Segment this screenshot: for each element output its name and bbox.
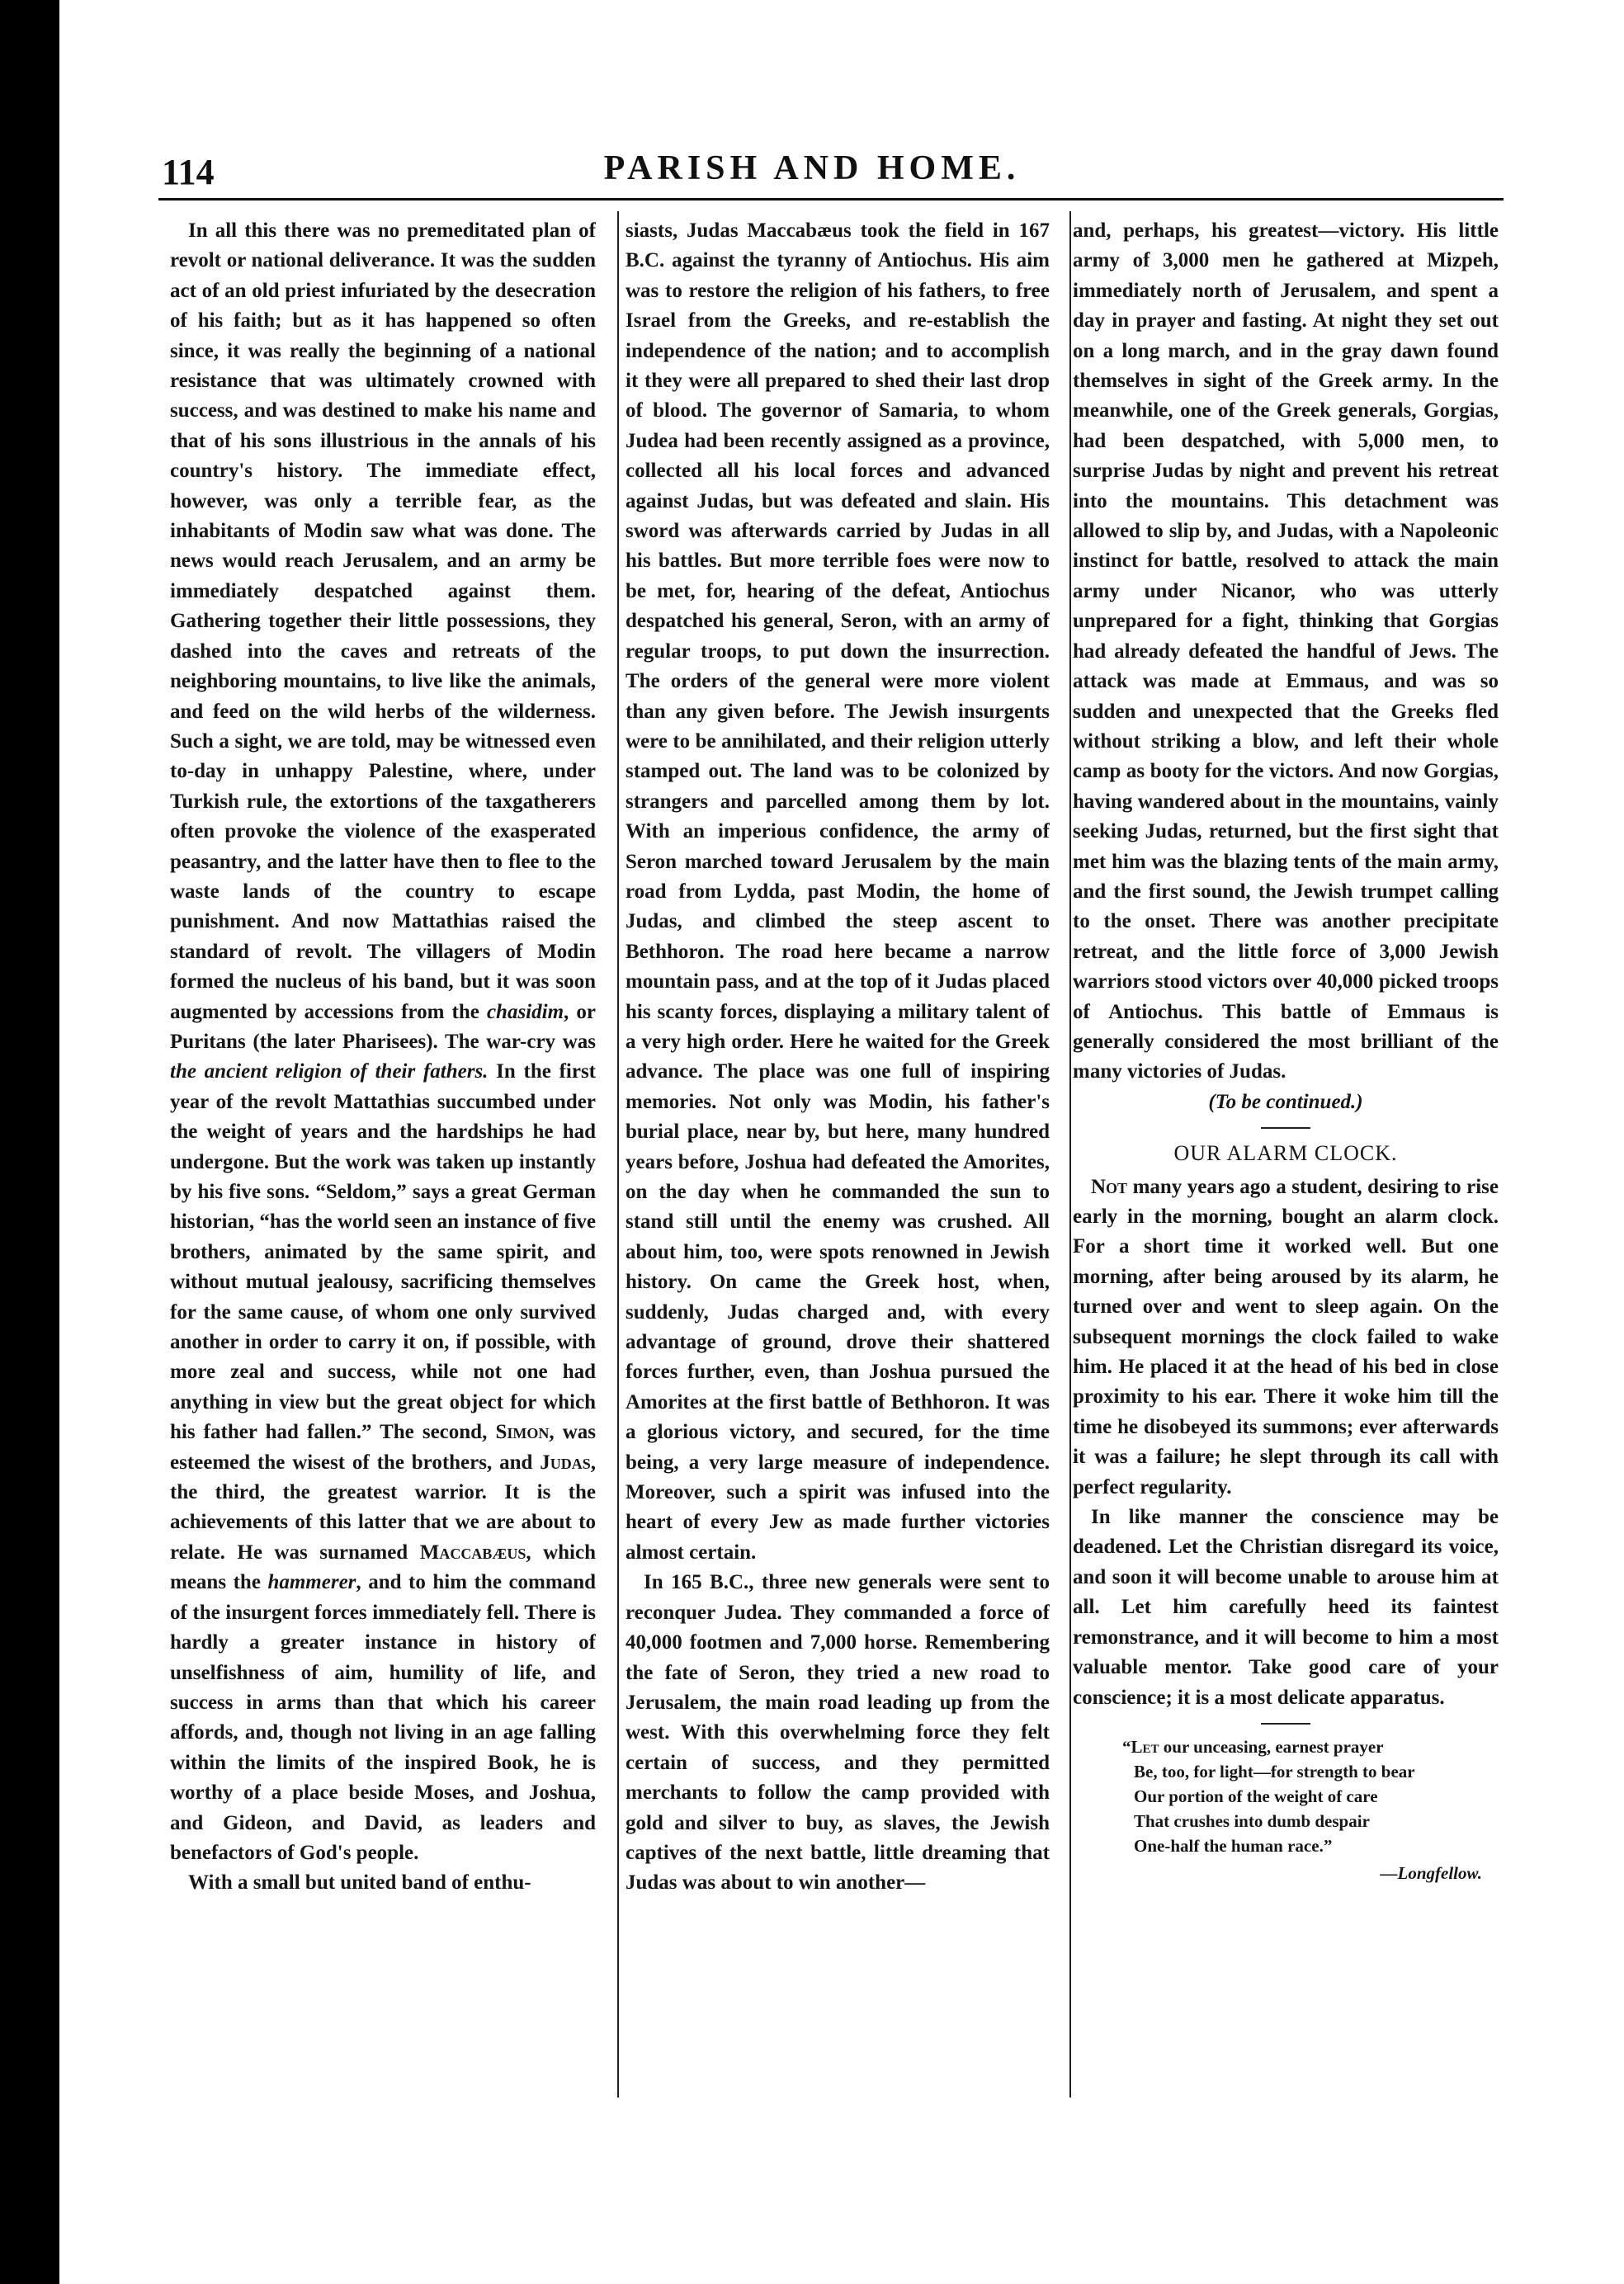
column-right (1073, 216, 1499, 2089)
poem-lead-word: “Let (1122, 1736, 1159, 1757)
to-be-continued: (To be continued.) (1208, 1090, 1363, 1113)
text-run: , the third, the greatest warrior. It is the achievements of this latter that we are about to relate. He was surnamed (170, 1451, 596, 1564)
paragraph-emmaus: and, perhaps, his greatest—victory. His little army of 3,000 men he gathered at Mizpeh, immediately north of Jerusalem, and spent a day in prayer and fasting. At night they set out on a long march, and in the gray dawn found themselves in sight of the Greek army. In the meanwhile, one of the Greek generals, Gorgias, had been despatched, with 5,000 men, to surprise Judas by night and prevent his retreat into the mountains. This detachment was allowed to slip by, and Judas, with a Napoleonic instinct for battle, resolved to attack the main army under Nicanor, who was utterly unprepared for a fight, thinking that Gorgias had already defeated the handful of Jews. The attack was made at Emmaus, and was so sudden and unexpected that the Greeks fled without striking a blow, and left their whole camp as booty for the victors. And now Gorgias, having wandered about in the mountains, vainly seeking Judas, returned, but the first sight that met him was the blazing tents of the main army, and the first sound, the Jewish trumpet calling to the onset. There was another precipitate retreat, and the little force of 3,000 Jewish warriors stood victors over 40,000 picked troops of Antiochus. This battle of Emmaus is generally considered the most brilliant of the many victories of Judas. (1073, 219, 1499, 1083)
section-divider (1261, 1127, 1310, 1129)
paragraph-alarm-story (1073, 1173, 1499, 1503)
text-run: our unceasing, earnest prayer (1159, 1736, 1384, 1757)
text-run: In all this there was no premeditated plan of revolt or national deliverance. It was the sudden act of an old priest infuriated by the desecration of his faith; but as it has happened so often since, it was really the beginning of a national resistance that was ultimately crowned with success, and was destined to make his name and that of his sons illustrious in the annals of his country's history. The immediate effect, however, was only a terrible fear, as the inhabitants of Modin saw what was done. The news would reach Jerusalem, and an army be immediately despatched against them. Gathering together their little possessions, they dashed into the caves and retreats of the neighboring mountains, to live like the animals, and feed on the wild herbs of the wilderness. Such a sight, we are told, may be witnessed even to-day in unhappy Palestine, where, under Turkish rule, the extortions of the taxgatherers often provoke the violence of the exasperated peasantry, and the latter have then to flee to the waste lands of the country to escape punishment. And now Mattathias raised the standard of revolt. The villagers of Modin formed the nucleus of his band, but it was soon augmented by accessions from the (170, 219, 596, 1023)
header-rule (158, 198, 1504, 201)
text-run: , was esteemed the wisest of the brothers, and (170, 1421, 596, 1474)
poem-line: Our portion of the weight of care (1134, 1786, 1378, 1806)
column-middle (626, 216, 1050, 2089)
column-left (170, 216, 596, 2089)
column-rule-left (617, 211, 619, 2098)
paragraph-conscience: In like manner the conscience may be deadened. Let the Christian disregard its voice, and soon it will become unable to arouse him at all. Let him carefully heed its faintest remonstrance, and it will become to him a most valuable mentor. Take good care of your conscience; it is a most delicate apparatus. (1073, 1506, 1499, 1709)
page-number: 114 (162, 152, 215, 192)
name-simon: Simon (495, 1421, 550, 1444)
paragraph-165bc: In 165 B.C., three new generals were sent to reconquer Judea. They commanded a force of 40,000 footmen and 7,000 horse. Remembering the fate of Seron, they tried a new road to Jerusalem, the main road leading up from the west. With this overwhelming force they felt certain of success, and they permitted merchants to follow the camp provided with gold and silver to buy, as slaves, the Jewish captives of the next battle, little dreaming that Judas was about to win another— (626, 1571, 1050, 1895)
italic-chasidim: chasidim (486, 1000, 564, 1023)
poem-line: That crushes into dumb despair (1134, 1810, 1370, 1831)
poem-attribution: —Longfellow. (1380, 1862, 1482, 1883)
poem-line: One-half the human race.” (1134, 1835, 1333, 1856)
poem-divider (1261, 1723, 1310, 1725)
paragraph-campaign: siasts, Judas Maccabæus took the field in 167 B.C. against the tyranny of Antiochus. His aim was to restore the religion of his fathers, to free Israel from the Greeks, and re-establish the independence of the nation; and to accomplish it they were all prepared to shed their last drop of blood. The governor of Samaria, to whom Judea had been recently assigned as a province, collected all his local forces and advanced against Judas, but was defeated and slain. His sword was afterwards carried by Judas in all his battles. But more terrible foes were now to be met, for, hearing of the defeat, Antiochus despatched his general, Seron, with an army of regular troops, to put down the insurrection. The orders of the general were more violent than any given before. The Jewish insurgents were to be annihilated, and their religion utterly stamped out. The land was to be colonized by strangers and parcelled among them by lot. With an imperious confidence, the army of Seron marched toward Jerusalem by the main road from Lydda, past Modin, the home of Judas, and climbed the steep ascent to Bethhoron. The road here became a narrow mountain pass, and at the top of it Judas placed his scanty forces, displaying a military talent of a very high order. Here he waited for the Greek advance. The place was one full of inspiring memories. Not only was Modin, his father's burial place, near by, but here, many hundred years before, Joshua had defeated the Amorites, on the day when he commanded the sun to stand still until the enemy was crushed. All about him, too, were spots renowned in Jewish history. On came the Greek host, when, suddenly, Judas charged and, with every advantage of ground, drove their shattered forces further, even, than Joshua pursued the Amorites at the first battle of Bethhoron. It was a glorious victory, and secured, for the time being, a very large measure of independence. Moreover, such a spirit was infused into the heart of every Jew as made further victories almost certain. (626, 219, 1050, 1564)
poem-line: Be, too, for light—for strength to bear (1134, 1761, 1415, 1781)
poem-line (1122, 1734, 1499, 1759)
column-rule-right (1069, 211, 1071, 2098)
text-run: , which means the (170, 1541, 596, 1594)
name-maccabaeus: Maccabæus (419, 1541, 526, 1564)
section-title-alarm-clock: OUR ALARM CLOCK. (1173, 1141, 1398, 1166)
lead-word: Not (1091, 1175, 1128, 1198)
paragraph-revolt (170, 216, 596, 1868)
text-run: , and to him the command of the insurgent forces immediately fell. There is hardly a greater instance in history of unselfishness of aim, humility of life, and success in arms than that which his career affords, and, though not living in an age falling within the limits of the inspired Book, he is worthy of a place beside Moses, and Joshua, and Gideon, and David, as leaders and benefactors of God's people. (170, 1571, 596, 1864)
italic-hammerer: hammerer (267, 1571, 356, 1594)
text-run: many years ago a student, desiring to rise early in the morning, bought an alarm clock. For a short time it worked well. But one morning, after being aroused by its alarm, he turned over and went to sleep again. On the subsequent mornings the clock failed to wake him. He placed it at the head of his bed in close proximity to his ear. There it woke him till the time he disobeyed its summons; ever afterwards it was a failure; he slept through its call with perfect regularity. (1073, 1175, 1499, 1498)
text-run: , or Puritans (the later Pharisees). The war-cry was (170, 1000, 596, 1053)
paragraph-enthusiasts: With a small but united band of enthu- (188, 1871, 531, 1895)
italic-war-cry: the ancient religion of their fathers. (170, 1060, 489, 1083)
journal-title: PARISH AND HOME. (603, 149, 1021, 187)
poem-quote (1122, 1734, 1499, 1858)
text-run: In the first year of the revolt Mattathias succumbed under the weight of years and the hardships he had undergone. But the work was taken up instantly by his five sons. “Seldom,” says a great German historian, “has the world seen an instance of five brothers, animated by the same spirit, and without mutual jealousy, sacrificing themselves for the same cause, of whom one only survived another in order to carry it on, if possible, with more zeal and success, while not one had anything in view but the great object for which his father had fallen.” The second, (170, 1060, 596, 1444)
name-judas: Judas (540, 1451, 591, 1474)
